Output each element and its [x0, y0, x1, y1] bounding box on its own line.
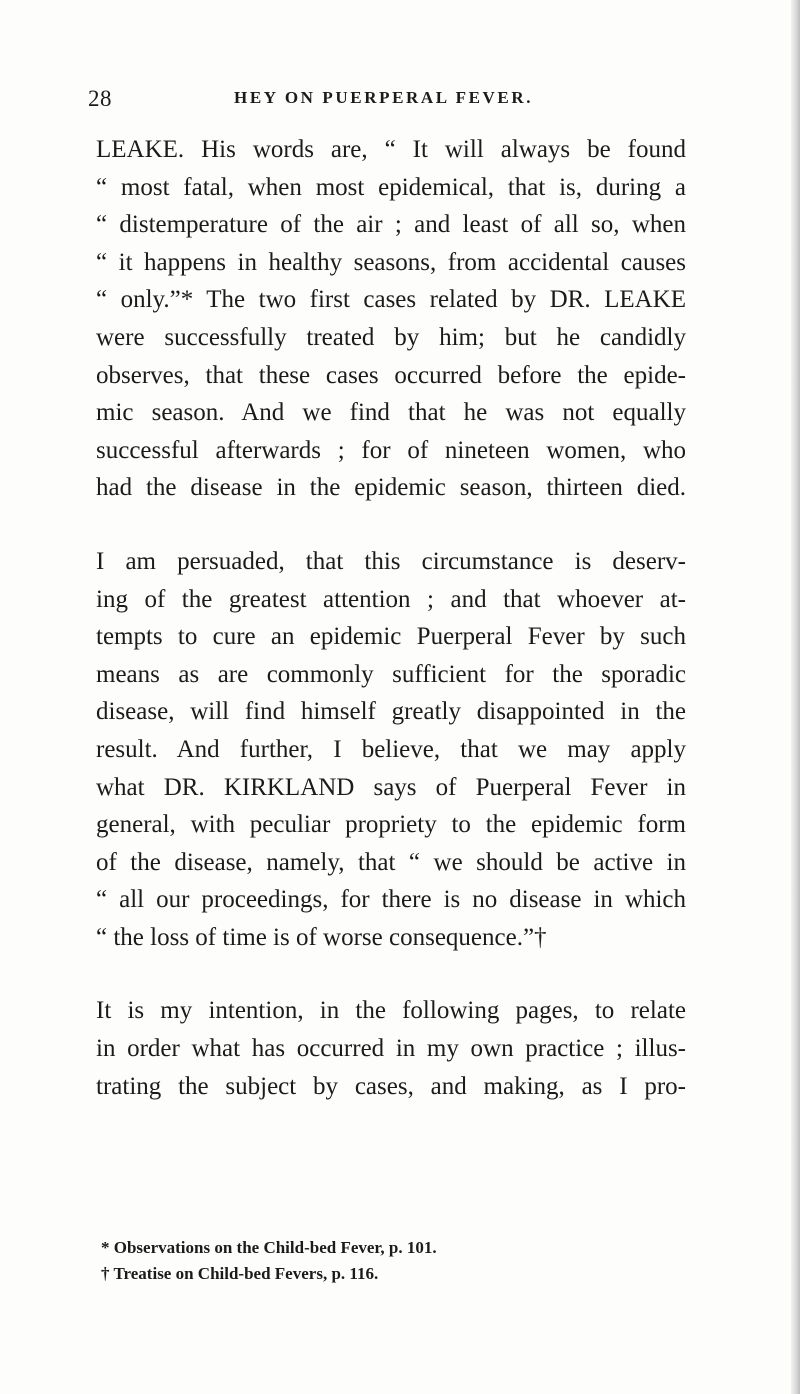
text-line: trating the subject by cases, and making, as I pro- [96, 1072, 686, 1100]
text-line: “ it happens in healthy seasons, from accidental causes [96, 248, 686, 276]
footnote: * Observations on the Child-bed Fever, p. 101. [101, 1238, 437, 1257]
page-header [88, 86, 688, 116]
text-line: means as are commonly sufficient for the sporadic [96, 660, 686, 688]
text-line: I am persuaded, that this circumstance is deserv- [96, 547, 686, 575]
text-line: in order what has occurred in my own practice ; illus- [96, 1035, 686, 1063]
text-line: disease, will find himself greatly disappointed in the [96, 698, 686, 726]
page-edge-shadow [791, 0, 800, 1394]
text-line: what DR. KIRKLAND says of Puerperal Fever in [96, 773, 686, 801]
text-line: successful afterwards ; for of nineteen women, who [96, 436, 686, 464]
paragraph-gap [96, 507, 686, 543]
text-line: “ all our proceedings, for there is no disease in which [96, 886, 686, 914]
paragraph-gap [96, 956, 686, 992]
page-number: 28 [88, 86, 112, 111]
running-title: HEY ON PUERPERAL FEVER. [234, 88, 534, 107]
text-line: It is my intention, in the following pages, to relate [96, 997, 686, 1025]
text-line: general, with peculiar propriety to the epidemic form [96, 811, 686, 839]
paragraph-2 [96, 543, 686, 957]
text-line: ing of the greatest attention ; and that whoever at- [96, 585, 686, 613]
text-line: mic season. And we find that he was not equally [96, 399, 686, 427]
footnote: † Treatise on Child-bed Fevers, p. 116. [101, 1264, 379, 1283]
text-line: “ only.”* The two first cases related by DR. LEAKE [96, 286, 686, 314]
footnotes [101, 1235, 561, 1287]
text-line: “ most fatal, when most epidemical, that is, during a [96, 173, 686, 201]
body-text [96, 131, 686, 1105]
text-line: LEAKE. His words are, “ It will always be found [96, 136, 686, 163]
text-line: were successfully treated by him; but he candidly [96, 323, 686, 351]
text-line: result. And further, I believe, that we may apply [96, 735, 686, 763]
text-line: observes, that these cases occurred before the epide- [96, 361, 686, 389]
paragraph-3 [96, 992, 686, 1105]
paragraph-1 [96, 131, 686, 507]
text-line: had the disease in the epidemic season, thirteen died. [96, 474, 686, 502]
text-line: of the disease, namely, that “ we should be active in [96, 848, 686, 876]
text-line: tempts to cure an epidemic Puerperal Fever by such [96, 623, 686, 651]
text-line: “ distemperature of the air ; and least of all so, when [96, 211, 686, 239]
text-line: “ the loss of time is of worse consequence.”† [96, 923, 547, 951]
